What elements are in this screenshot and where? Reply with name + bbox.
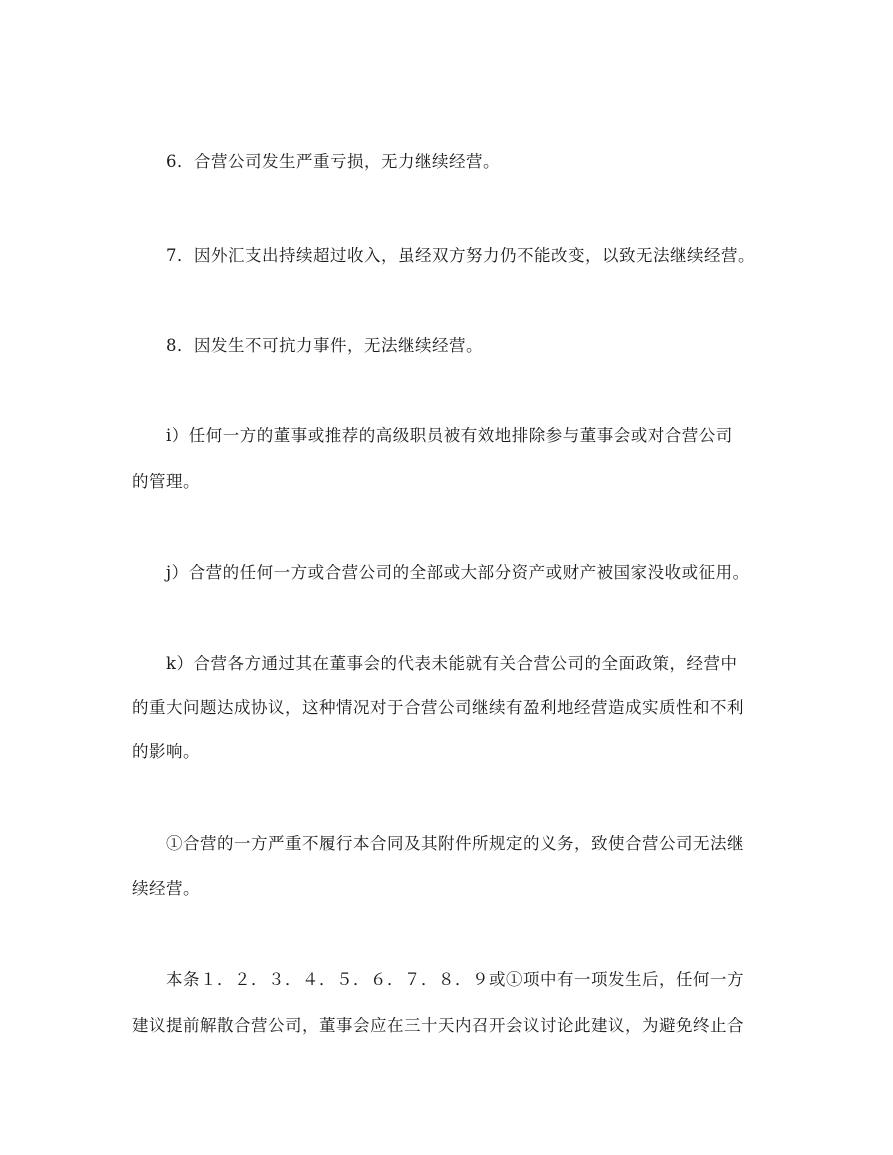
paragraph-item-circled-1-cont: 续经营。	[132, 879, 200, 898]
paragraph-article-clause-cont: 建议提前解散合营公司，董事会应在三十天内召开会议讨论此建议，为避免终止合	[132, 1016, 744, 1035]
paragraph-item-k-cont-2: 的影响。	[132, 742, 200, 761]
paragraph-item-k-cont-1: 的重大问题达成协议，这种情况对于合营公司继续有盈利地经营造成实质性和不利	[132, 698, 744, 717]
paragraph-item-6: 6．合营公司发生严重亏损，无力继续经营。	[132, 152, 500, 171]
paragraph-article-clause: 本条１．２．３．４．５．６．７．８．９或①项中有一项发生后，任何一方	[132, 970, 744, 989]
paragraph-item-circled-1: ①合营的一方严重不履行本合同及其附件所规定的义务，致使合营公司无法继	[132, 834, 744, 853]
paragraph-item-j: j）合营的任何一方或合营公司的全部或大部分资产或财产被国家没收或征用。	[132, 563, 750, 582]
paragraph-item-i: i）任何一方的董事或推荐的高级职员被有效地排除参与董事会或对合营公司	[132, 426, 733, 445]
paragraph-item-k: k）合营各方通过其在董事会的代表未能就有关合营公司的全面政策，经营中	[132, 654, 738, 673]
paragraph-item-7: 7．因外汇支出持续超过收入，虽经双方努力仍不能改变，以致无法继续经营。	[132, 246, 755, 265]
paragraph-item-8: 8．因发生不可抗力事件，无法继续经营。	[132, 336, 483, 355]
paragraph-item-i-cont: 的管理。	[132, 472, 200, 491]
